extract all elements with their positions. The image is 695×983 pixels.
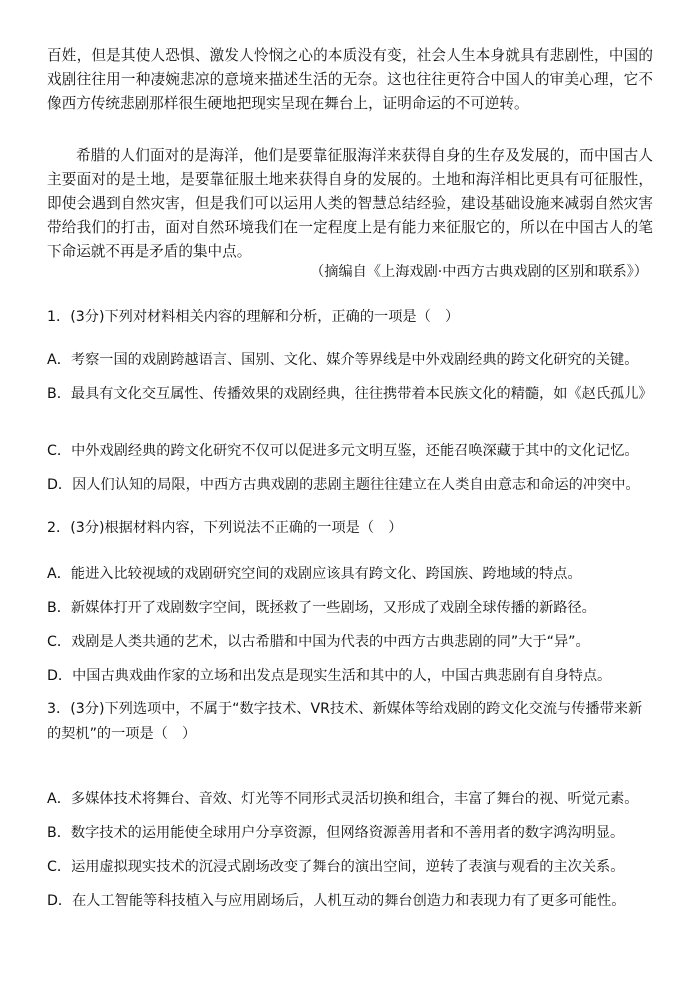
question-2-option-b: B．新媒体打开了戏剧数字空间，既拯救了一些剧场，又形成了戏剧全球传播的新路径。 xyxy=(47,600,596,616)
question-1-option-d: D．因人们认知的局限，中西方古典戏剧的悲剧主题往往建立在人类自由意志和命运的冲突中。 xyxy=(47,477,640,493)
passage-paragraph-1 xyxy=(47,44,653,116)
question-1-option-c: C．中外戏剧经典的跨文化研究不仅可以促进多元文明互鉴，还能召唤深藏于其中的文化记忆。 xyxy=(47,443,639,459)
question-2-option-c: C．戏剧是人类共通的艺术，以古希腊和中国为代表的中西方古典悲剧的同”大于“异”。 xyxy=(47,634,590,650)
paragraph-text: 百姓，但是其使人恐惧、激发人怜悯之心的本质没有变，社会人生本身就具有悲剧性，中国的戏剧往往用一种凄婉悲凉的意境来描述生活的无奈。这也往往更符合中国人的审美心理，它不像西方传统悲剧那样很生硬地把现实呈现在舞台上，证明命运的不可逆转。 xyxy=(47,47,653,112)
question-3-option-c: C．运用虚拟现实技术的沉浸式剧场改变了舞台的演出空间，逆转了表演与观看的主次关系。 xyxy=(47,859,625,875)
question-2-option-a: A．能进入比较视域的戏剧研究空间的戏剧应该具有跨文化、跨国族、跨地域的特点。 xyxy=(47,566,582,582)
question-1-option-a: A．考察一国的戏剧跨越语言、国别、文化、媒介等界线是中外戏剧经典的跨文化研究的关键。 xyxy=(47,352,639,368)
question-1-stem: 1．(3分)下列对材料相关内容的理解和分析，正确的一项是（ ） xyxy=(47,309,460,325)
passage-source: （摘编自《上海戏剧·中西方古典戏剧的区别和联系》） xyxy=(310,264,648,280)
question-3-option-b: B．数字技术的运用能使全球用户分享资源，但网络资源善用者和不善用者的数字鸿沟明显。 xyxy=(47,825,625,841)
question-3-stem: 3．(3分)下列选项中，不属于“数字技术、VR技术、新媒体等给戏剧的跨文化交流与传播带来新的契机”的一项是（ ） xyxy=(47,701,643,742)
passage-paragraph-2 xyxy=(47,144,653,264)
question-3-option-a: A．多媒体技术将舞台、音效、灯光等不同形式灵活切换和组合，丰富了舞台的视、听觉元素。 xyxy=(47,791,639,807)
question-3-option-d: D．在人工智能等科技植入与应用剧场后，人机互动的舞台创造力和表现力有了更多可能性。 xyxy=(47,893,626,909)
paragraph-text: 希腊的人们面对的是海洋，他们是要靠征服海洋来获得自身的生存及发展的，而中国古人主要面对的是土地，是要靠征服土地来获得自身的发展的。土地和海洋相比更具有可征服性，即使会遇到自然灾害，但是我们可以运用人类的智慧总结经验，建设基础设施来减弱自然灾害带给我们的打击，面对自然环境我们在一定程度上是有能力来征服它的，所以在中国古人的笔下命运就不再是矛盾的集中点。 xyxy=(47,147,653,260)
question-2-stem: 2．(3分)根据材料内容，下列说法不正确的一项是（ ） xyxy=(47,520,403,536)
question-1-option-b: B．最具有文化交互属性、传播效果的戏剧经典，往往携带着本民族文化的精髓，如《赵氏孤儿》 xyxy=(47,386,653,402)
question-2-option-d: D．中国古典戏曲作家的立场和出发点是现实生活和其中的人，中国古典悲剧有自身特点。 xyxy=(47,668,612,684)
